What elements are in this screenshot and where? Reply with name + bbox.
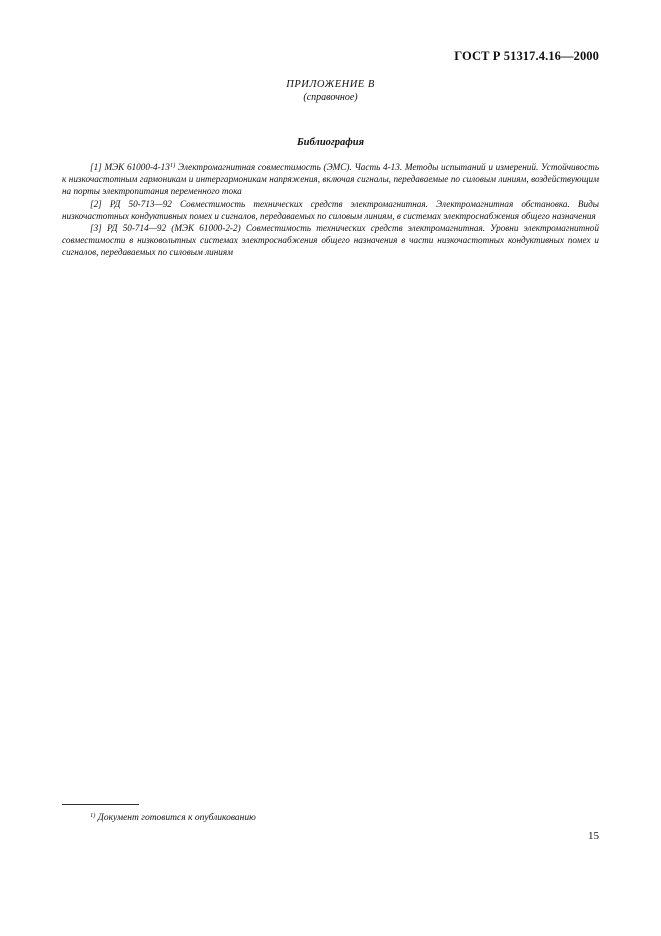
entry-3-ref: [3] РД 50-714—92 (МЭК 61000-2-2)	[90, 223, 241, 234]
bibliography-entry-1	[62, 160, 599, 198]
appendix-title: ПРИЛОЖЕНИЕ В	[286, 79, 375, 90]
page-number: 15	[588, 830, 599, 842]
entry-1-footnote-marker: 1)	[169, 162, 176, 169]
bibliography-heading: Библиография	[296, 137, 365, 148]
footnote-text: Документ готовится к опубликованию	[95, 813, 256, 823]
footnote	[90, 812, 256, 823]
footnote-marker: 1)	[90, 812, 96, 819]
footnote-separator	[62, 804, 139, 805]
appendix-subtitle: (справочное)	[303, 92, 358, 103]
entry-3-text: Совместимость технических средств электромагнитная. Уровни электромагнитной совместимости в низковольтных системах электроснабжения общего назначения в части низкочастотных кондуктивных помех и сигналов, передаваемых по силовым линиям	[62, 223, 599, 258]
bibliography-list	[62, 160, 599, 259]
entry-1-text: Электромагнитная совместимость (ЭМС). Часть 4-13. Методы испытаний и измерений. Устойчивость к низкочастотным гармоникам и интергармоникам напряжения, включая сигналы, передаваемые по силовым линиям, воздействующим на порты электропитания переменного тока	[62, 162, 599, 197]
document-header: ГОСТ Р 51317.4.16—2000	[454, 49, 599, 63]
entry-2-text: Совместимость технических средств электромагнитная. Электромагнитная обстановка. Виды низкочастотных кондуктивных помех и сигналов, передаваемых по силовым линиям, в системах электроснабжения общего назначения	[62, 198, 599, 221]
bibliography-entry-3	[62, 222, 599, 259]
entry-1-ref: [1] МЭК 61000-4-13	[90, 162, 170, 172]
entry-2-ref: [2] РД 50-713—92	[90, 198, 172, 209]
bibliography-entry-2	[62, 198, 599, 222]
